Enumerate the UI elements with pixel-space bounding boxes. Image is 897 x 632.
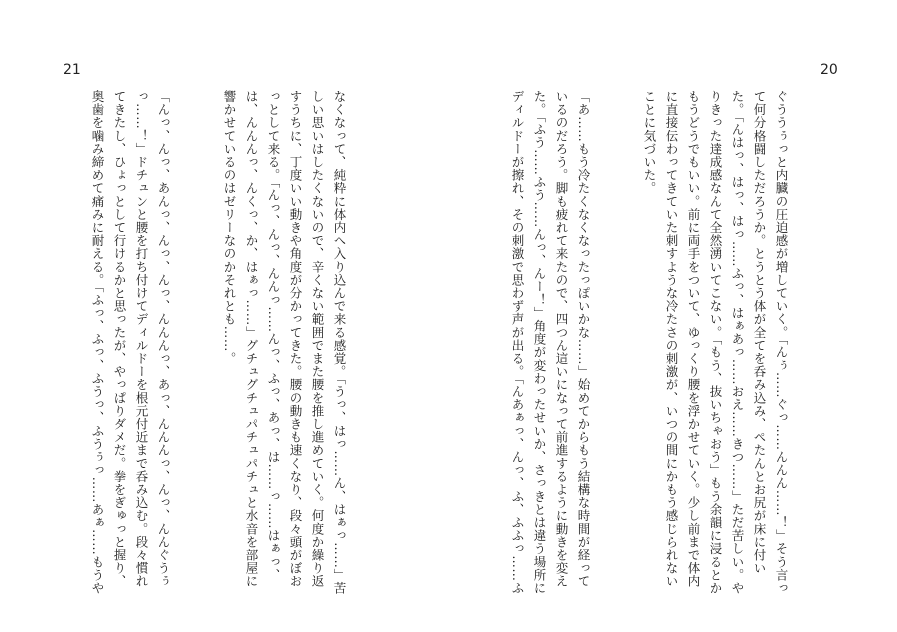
paragraph: なくなって、純粋に体内へ入り込んで来る感覚。「うっ、はっ……ん、はぁっ……」苦しい思いはしたくないので、辛くない範囲でまた腰を推し進めていく。何度か繰り返すうちに、丁度いい動きや角度が分かってきた。腰の動きも速くなり、段々頭がぼおっとして来る。「んっ、んっ、んんっ……んっ、ふっ、あっ、は……っ……はぁっ、は、んんんっ、んくっ、か、はぁっ……」グチュグチュパチュパチュと水音を部屋に響かせているのはゼリーなのかそれとも……。 [222, 90, 347, 595]
paragraph: 「んっ、んっ、あんっ、んっ、んっ、んんんっ、あっ、んんんっ、んっ、んんぐうぅっ……！」ドチュンと腰を打ち付けてディルドーを根元付近まで呑み込む。段々慣れてきたし、ひょっとして行けるかと思ったが、やっぱりダメだ。拳をぎゅっと握り、奥歯を噛み締めて痛みに耐える。「ふっ、ふっ、ふうっ、ふうぅっ……あぁ……もうや [90, 90, 171, 595]
paragraph: ぐううぅっと内臓の圧迫感が増していく。「んぅ……ぐっ……んんん……！」そう言って何分格闘しただろうか。とうとう体が全てを呑み込み、ぺたんとお尻が床に付いた。「んはっ、はっ、はっ……ふっ、はぁあっ……おえ……きつ……」ただ苦しい。やりきった達成感なんて全然湧いてこない。「もう、抜いちゃおう」もう余韻に浸るとかもうどうでもいい。前に両手をついて、ゆっくり腰を浮かせていく。少し前まで体内に直接伝わってきていた刺すような冷たさの刺激が、いつの間にかもう感じられないことに気づいた。 [642, 90, 789, 595]
page-number-left: 21 [63, 62, 81, 78]
left-page-body [90, 90, 394, 600]
paragraph: 「あ……もう冷たくなくなったっぽいかな……」始めてからもう結構な時間が経っているのだろう。脚も疲れて来たので、四つん這いになって前進するように動きを変えた。「ふう……ふう……んっ、んー！」角度が変わったせいか、さっきとは違う場所にディルドーが擦れ、その刺激で思わず声が出る。「んあぁっ、んっ、ふ、ふふっ……ふ [510, 90, 591, 595]
book-gutter [448, 0, 449, 632]
right-page-body [502, 90, 836, 600]
page-number-right: 20 [820, 62, 838, 78]
